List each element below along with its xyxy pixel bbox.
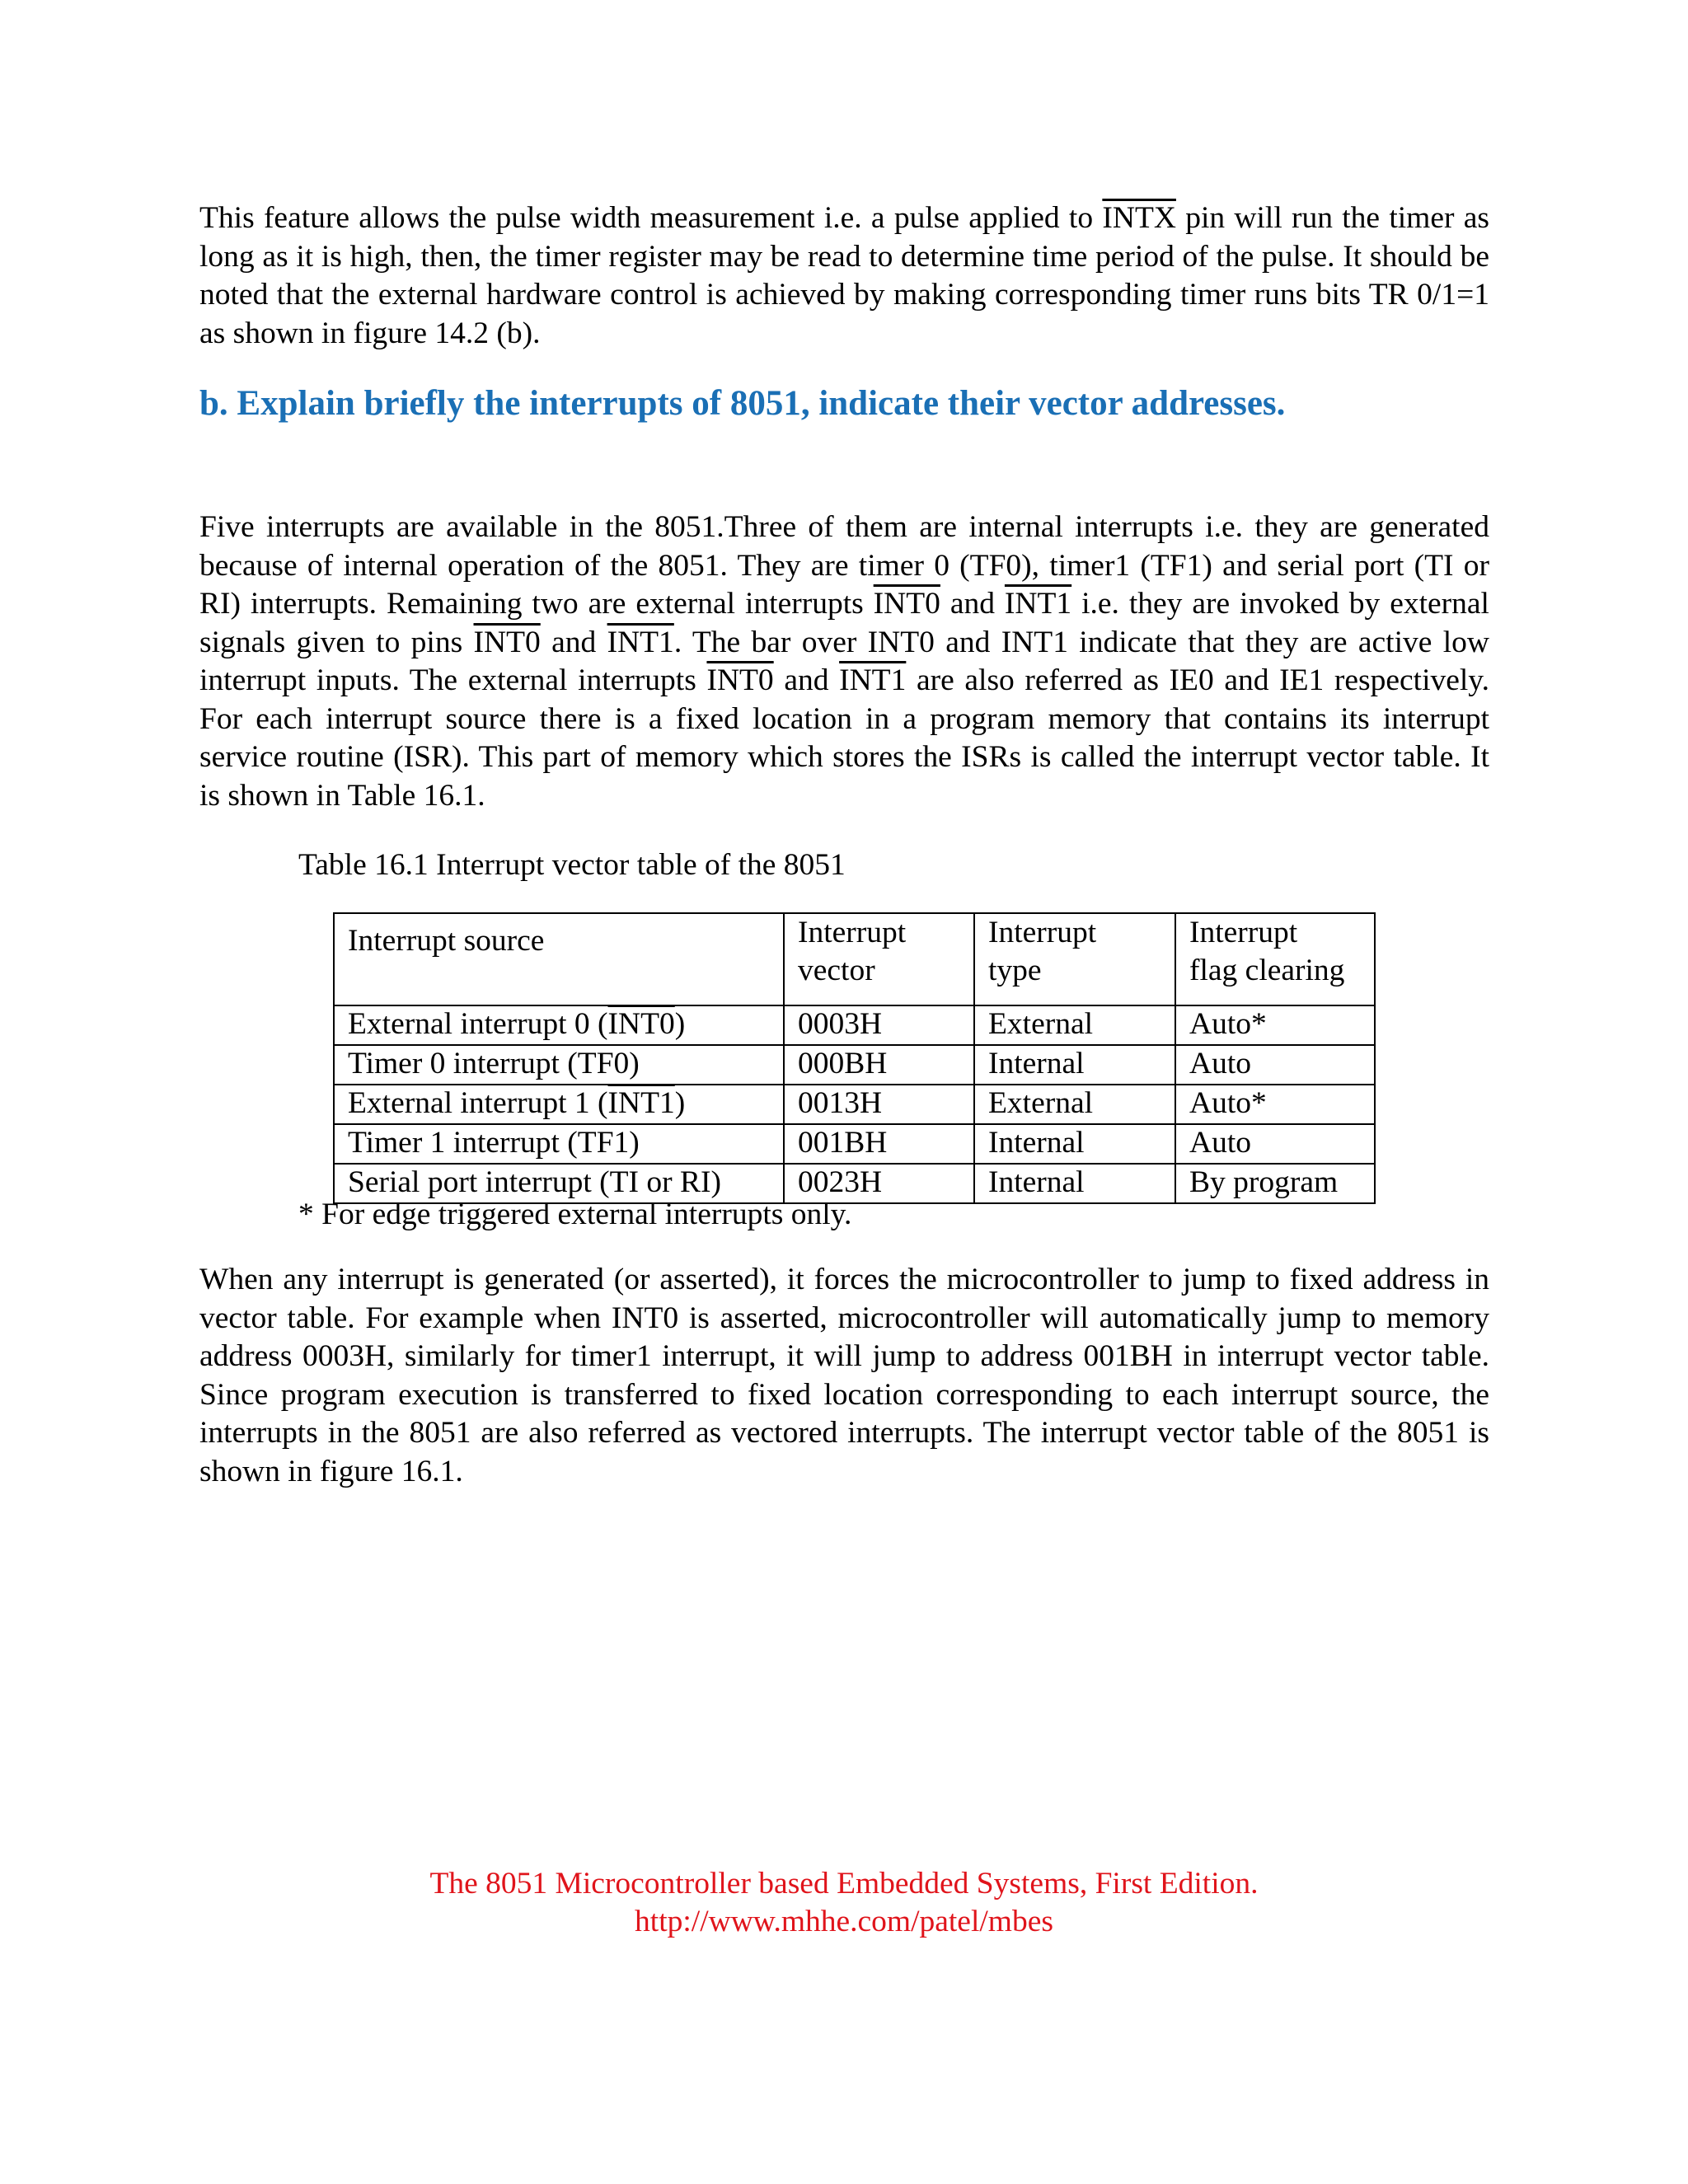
cell-type: External [974, 1085, 1175, 1124]
footer-book-title: The 8051 Microcontroller based Embedded Systems, First Edition. [429, 1867, 1259, 1900]
int1-overbar-term: INT1 [607, 625, 674, 659]
paragraph-vectored-interrupts: When any interrupt is generated (or asserted), it forces the microcontroller to jump to fixed address in vector table. For example when INT0 is asserted, microcontroller will automatically jump to memory address 0003H, similarly for timer1 interrupt, it will jump to address 001BH in interrupt vector table. Since program execution is transferred to fixed location corresponding to each interrupt source, the interrupts in the 8051 are also referred as vectored interrupts. The interrupt vector table of the 8051 is shown in figure 16.1. [199, 1263, 1489, 1488]
text-span: Five interrupts are available in the 8051.Three of them are internal interrupts i.e. they are generated because of internal operation of the 8051. They are timer 0 (TF0), timer1 (TF1) and serial port (TI or RI) interrupts. Remaining two are external interrupts [199, 510, 1489, 621]
text-span: pin will run the timer as long as it is high, then, the timer register may be read to determine time period of the pulse. It should be noted that the external hardware control is achieved by making corresponding timer runs bits TR 0/1=1 as shown in figure 14.2 (b). [199, 201, 1489, 350]
header-line: flag clearing [1189, 954, 1345, 987]
text-span: and [940, 587, 1005, 621]
cell-type: Internal [974, 1164, 1175, 1203]
cell-flag: Auto* [1175, 1085, 1375, 1124]
int0-overbar-term: INT0 [706, 663, 774, 697]
cell-source [334, 1124, 784, 1164]
table-caption: Table 16.1 Interrupt vector table of the 8051 [298, 848, 846, 882]
cell-source [334, 1005, 784, 1045]
paragraph-pulse-width [199, 199, 1489, 353]
cell-type: External [974, 1005, 1175, 1045]
question-heading: b. Explain briefly the interrupts of 8051, indicate their vector addresses. [199, 384, 1286, 423]
table-row [334, 1045, 1375, 1085]
text-span: External interrupt 0 ( [348, 1007, 608, 1041]
table-row [334, 1124, 1375, 1164]
cell-vector: 0013H [784, 1085, 974, 1124]
cell-flag: Auto* [1175, 1005, 1375, 1045]
cell-vector: 0003H [784, 1005, 974, 1045]
cell-type: Internal [974, 1045, 1175, 1085]
header-line: Interrupt [1189, 916, 1298, 949]
cell-type: Internal [974, 1124, 1175, 1164]
text-span: Timer 1 interrupt (TF1) [348, 1126, 640, 1160]
interrupt-vector-table [333, 912, 1376, 1204]
header-flag-clearing [1175, 913, 1375, 1005]
cell-flag: Auto [1175, 1045, 1375, 1085]
text-span: and [773, 663, 840, 697]
paragraph-interrupts-intro [199, 509, 1489, 815]
text-span: External interrupt 1 ( [348, 1086, 608, 1120]
cell-source [334, 1085, 784, 1124]
text-span: are also referred as IE0 and IE1 respectively. For each interrupt source there is a fixed location in a program memory that contains its interrupt service routine (ISR). This part of memory which stores the ISRs is called the interrupt vector table. It is shown in Table 16.1. [199, 663, 1489, 813]
text-span: Serial port interrupt (TI or RI) [348, 1165, 721, 1199]
table-row [334, 1005, 1375, 1045]
int1-overbar-term: INT1 [607, 1086, 675, 1120]
cell-vector: 000BH [784, 1045, 974, 1085]
cell-source [334, 1045, 784, 1085]
int0-overbar-term: INT0 [873, 587, 940, 621]
int1-overbar-term: INT1 [839, 663, 907, 697]
header-line: Interrupt [798, 916, 907, 949]
cell-vector: 0023H [784, 1164, 974, 1203]
header-line: Interrupt [988, 916, 1097, 949]
table-footnote: * For edge triggered external interrupts only. [298, 1197, 852, 1231]
int0-overbar-term: INT0 [607, 1007, 675, 1041]
intx-overbar-term: INTX [1102, 201, 1176, 235]
text-span: and [540, 625, 607, 659]
table-row [334, 1085, 1375, 1124]
int0-overbar-term: INT0 [473, 625, 541, 659]
header-interrupt-type [974, 913, 1175, 1005]
text-span: ) [674, 1007, 686, 1041]
text-span: Timer 0 interrupt (TF0) [348, 1047, 640, 1080]
text-span: i.e. they are invoked by external signals given to pins [199, 587, 1489, 659]
text-span: . The bar over INT0 and INT1 indicate that they are active low interrupt inputs. The external interrupts [199, 625, 1489, 697]
table-header-row [334, 913, 1375, 1005]
text-span: ) [674, 1086, 686, 1120]
footer-url-link[interactable]: http://www.mhhe.com/patel/mbes [635, 1905, 1053, 1938]
header-line: vector [798, 954, 875, 987]
cell-flag: Auto [1175, 1124, 1375, 1164]
int1-overbar-term: INT1 [1004, 587, 1072, 621]
header-line: type [988, 954, 1042, 987]
text-span: This feature allows the pulse width measurement i.e. a pulse applied to [199, 201, 1103, 235]
cell-vector: 001BH [784, 1124, 974, 1164]
header-interrupt-vector [784, 913, 974, 1005]
header-interrupt-source: Interrupt source [334, 913, 784, 1005]
cell-flag: By program [1175, 1164, 1375, 1203]
